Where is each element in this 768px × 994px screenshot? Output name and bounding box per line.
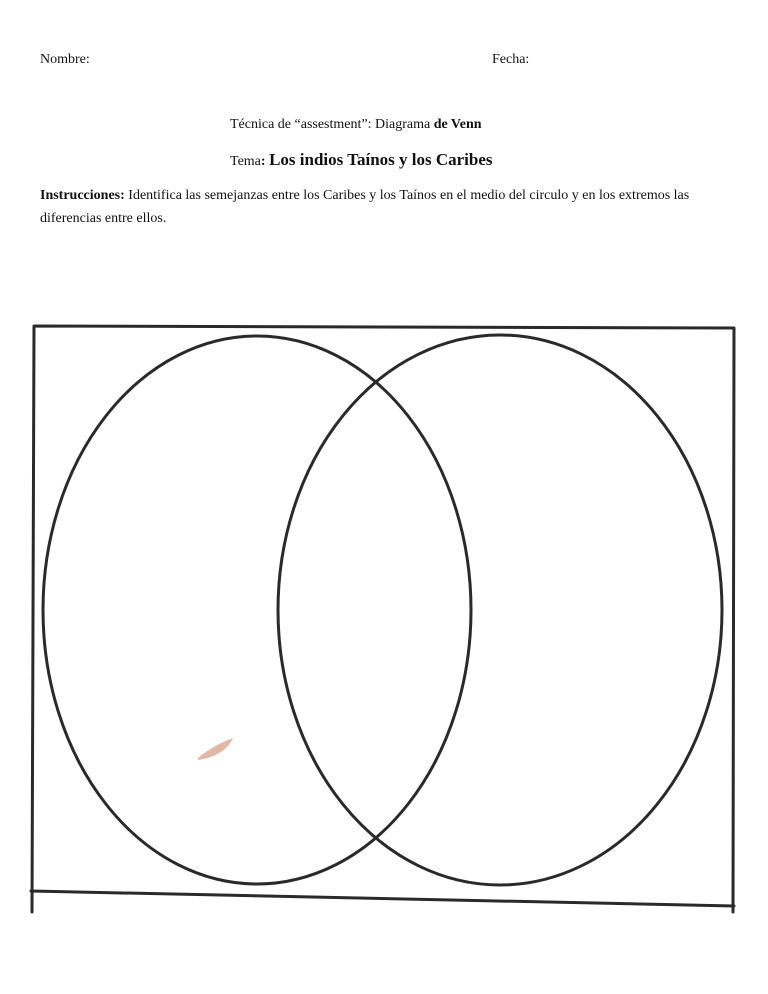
tema-value: Los indios Taínos y los Caribes — [269, 150, 493, 169]
instructions-text: Identifica las semejanzas entre los Caribes y los Taínos en el medio del circulo y en los extremos las diferencias entre ellos. — [40, 188, 690, 226]
venn-frame — [31, 326, 734, 912]
venn-left-circle — [43, 336, 471, 884]
fecha-label: Fecha: — [492, 52, 530, 67]
stain-mark — [198, 738, 233, 760]
instructions-label: Instrucciones: — [40, 188, 125, 203]
tecnica-prefix: Técnica de “assestment”: Diagrama — [230, 117, 434, 132]
venn-right-circle — [278, 335, 722, 885]
nombre-label: Nombre: — [40, 52, 90, 67]
tecnica-bold: de Venn — [433, 117, 482, 132]
tema-colon: : — [260, 154, 266, 169]
tema-label: Tema — [230, 154, 261, 169]
